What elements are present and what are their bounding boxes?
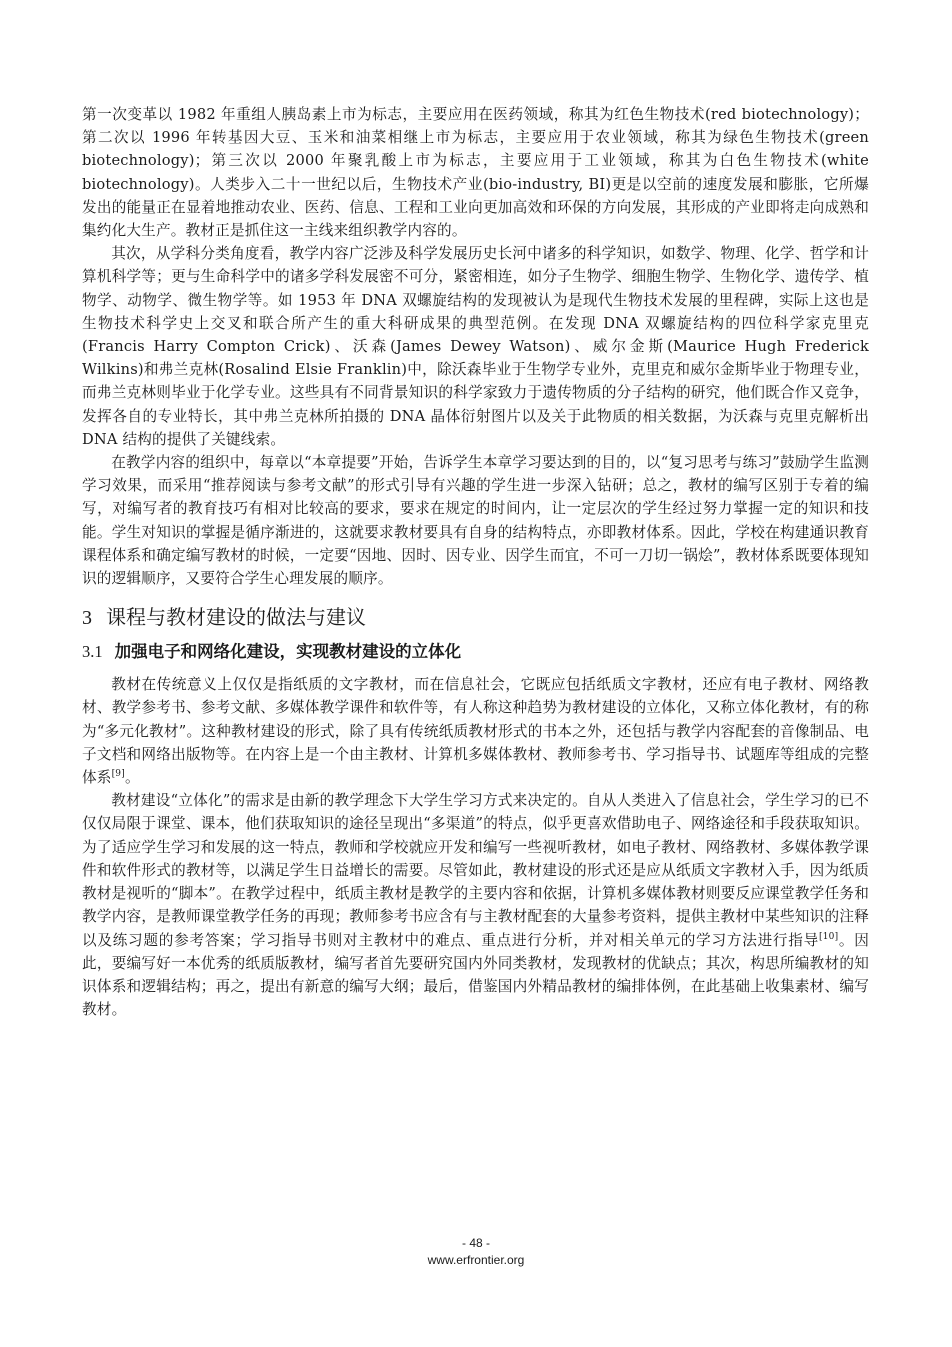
section-title: 课程与教材建设的做法与建议 xyxy=(106,605,366,630)
paragraph-biotech-revolutions: 第一次变革以 1982 年重组人胰岛素上市为标志，主要应用在医药领域，称其为红色生物技术(red biotechnology)；第二次以 1996 年转基因大豆、玉米和油菜相继上市为标志，主要应用于农业领域，称其为绿色生物技术(green biotechnology)；第三次以 2000 年聚乳酸上市为标志，主要应用于工业领域，称其为白色生物技术(white biotechnology)。人类步入二十一世纪以后，生物技术产业(bio-industry, BI)更是以空前的速度发展和膨胀，它所爆发出的能量正在显着地推动农业、医药、信息、工程和工业向更加高效和环保的方向发展，其形成的产业即将走向成熟和集约化大生产。教材正是抓住这一主线来组织教学内容的。 xyxy=(82,106,869,240)
body-text xyxy=(82,103,869,1021)
paragraph-text: 教材建设“立体化”的需求是由新的教学理念下大学生学习方式来决定的。自从人类进入了信息社会，学生学习的已不仅仅局限于课堂、课本，他们获取知识的途径呈现出“多渠道”的特点，似乎更喜欢借助电子、网络途径和手段获取知识。为了适应学生学习和发展的这一特点，教师和学校就应开发和编写一些视听教材，如电子教材、网络教材、多媒体教学课件和软件形式的教材等，以满足学生日益增长的需要。尽管如此，教材建设的形式还是应从纸质文字教材入手，因为纸质教材是视听的“脚本”。在教学过程中，纸质主教材是教学的主要内容和依据，计算机多媒体教材则要反应课堂教学任务和教学内容，是教师课堂教学任务的再现；教师参考书应含有与主教材配套的大量参考资料，提供主教材中某些知识的注释以及练习题的参考答案；学习指导书则对主教材中的难点、重点进行分析，并对相关单元的学习方法进行指导 xyxy=(82,792,869,949)
subsection-title: 加强电子和网络化建设，实现教材建设的立体化 xyxy=(114,642,462,662)
paragraph-text: 教材在传统意义上仅仅是指纸质的文字教材，而在信息社会，它既应包括纸质文字教材，还应有电子教材、网络教材、教学参考书、参考文献、多媒体教学课件和软件等，有人称这种趋势为教材建设的立体化，又称立体化教材，有的称为“多元化教材”。这种教材建设的形式，除了具有传统纸质教材形式的书本之外，还包括与教学内容配套的音像制品、电子文档和网络出版物等。在内容上是一个由主教材、计算机多媒体教材、教师参考书、学习指导书、试题库等组成的完整体系 xyxy=(82,676,869,787)
paragraph-discipline-perspective: 其次，从学科分类角度看，教学内容广泛涉及科学发展历史长河中诸多的科学知识，如数学、物理、化学、哲学和计算机科学等；更与生命科学中的诸多学科发展密不可分，紧密相连，如分子生物学、细胞生物学、生物化学、遗传学、植物学、动物学、微生物学等。如 1953 年 DNA 双螺旋结构的发现被认为是现代生物技术发展的里程碑，实际上这也是生物技术科学史上交叉和联合所产生的重大科研成果的典型范例。在发现 DNA 双螺旋结构的四位科学家克里克(Francis Harry Compton Crick)、沃森(James Dewey Watson)、威尔金斯(Maurice Hugh Frederick Wilkins)和弗兰克林(Rosalind Elsie Franklin)中，除沃森毕业于生物学专业外，克里克和威尔金斯毕业于物理专业，而弗兰克林则毕业于化学专业。这些具有不同背景知识的科学家致力于遗传物质的分子结构的研究，他们既合作又竞争，发挥各自的专业特长，其中弗兰克林所拍摄的 DNA 晶体衍射图片以及关于此物质的相关数据，为沃森与克里克解析出 DNA 结构的提供了关键线索。 xyxy=(82,245,869,448)
paragraph-content-organization: 在教学内容的组织中，每章以“本章提要”开始，告诉学生本章学习要达到的目的，以“复习思考与练习”鼓励学生监测学习效果，而采用“推荐阅读与参考文献”的形式引导有兴趣的学生进一步深入钻研；总之，教材的编写区别于专着的编写，对编写者的教育技巧有相对比较高的要求，要求在规定的时间内，让一定层次的学生经过努力掌握一定的知识和技能。学生对知识的掌握是循序渐进的，这就要求教材要具有自身的结构特点，亦即教材体系。因此，学校在构建通识教育课程体系和确定编写教材的时候，一定要“因地、因时、因专业、因学生而宜，不可一刀切一锅烩”，教材体系既要体现知识的逻辑顺序，又要符合学生心理发展的顺序。 xyxy=(82,454,869,588)
subsection-heading xyxy=(82,639,869,665)
paragraph-tail: 。 xyxy=(124,769,140,787)
paragraph-stereoscopic-textbooks xyxy=(82,673,869,789)
paragraph-tail: 。因此，要编写好一本优秀的纸质版教材，编写者首先要研究国内外同类教材，发现教材的优缺点；其次，构思所编教材的知识体系和逻辑结构；再之，提出有新意的编写大纲；最后，借鉴国内外精品教材的编排体例，在此基础上收集素材、编写教材。 xyxy=(82,931,869,1019)
citation-ref: [10] xyxy=(819,931,839,942)
citation-ref: [9] xyxy=(111,769,125,780)
section-heading xyxy=(82,602,869,633)
paragraph-demand-for-stereoscopic xyxy=(82,789,869,1021)
website-footer: www.erfrontier.org xyxy=(427,1253,525,1267)
subsection-number: 3.1 xyxy=(82,642,103,662)
page-number: - 48 - xyxy=(461,1236,490,1250)
section-number: 3 xyxy=(82,607,92,630)
